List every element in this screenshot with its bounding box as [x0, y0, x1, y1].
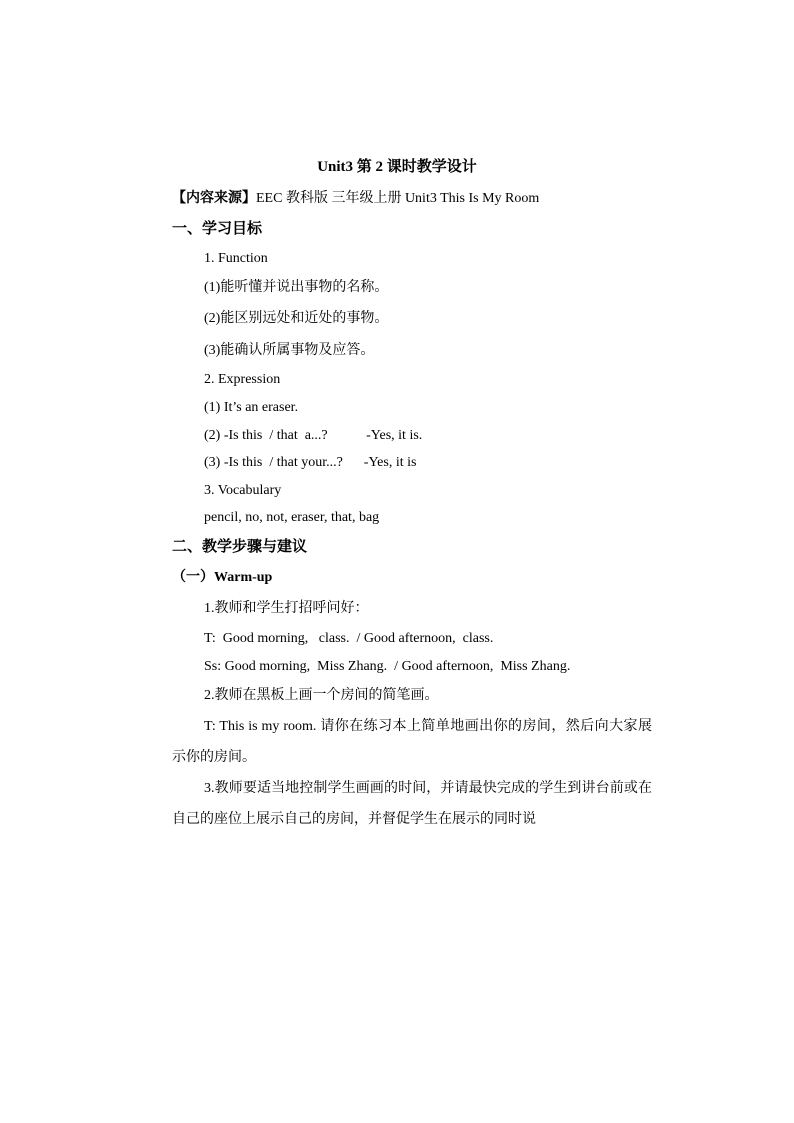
section-heading-steps: 二、教学步骤与建议: [172, 539, 308, 555]
list-item-function: 1. Function: [204, 251, 268, 266]
section-heading-objectives: 一、学习目标: [172, 221, 263, 237]
list-item-expression-2: (2) -Is this / that a...? -Yes, it is.: [204, 428, 423, 443]
sub-heading-warmup: （一）Warm-up: [172, 570, 273, 585]
list-item-expression: 2. Expression: [204, 372, 281, 387]
content-source-line: [172, 189, 539, 209]
content-source-label: 【内容来源】: [172, 191, 256, 206]
step-item-1: 1.教师和学生打招呼问好：: [204, 601, 369, 616]
paragraph-draw-room: T: This is my room. 请你在练习本上简单地画出你的房间，然后向大家展示你的房间。: [172, 719, 652, 765]
list-item-expression-3: (3) -Is this / that your...? -Yes, it is: [204, 455, 417, 470]
list-item-expression-1: (1) It’s an eraser.: [204, 400, 299, 415]
list-item-function-1: (1)能听懂并说出事物的名称。: [204, 280, 389, 295]
document-title: Unit3 第 2 课时教学设计: [317, 159, 477, 175]
list-item-vocabulary: 3. Vocabulary: [204, 483, 282, 498]
list-item-vocabulary-words: pencil, no, not, eraser, that, bag: [204, 510, 380, 525]
step-item-2: 2.教师在黑板上画一个房间的简笔画。: [204, 688, 439, 703]
content-source-text: EEC 教科版 三年级上册 Unit3 This Is My Room: [256, 191, 540, 206]
list-item-function-3: (3)能确认所属事物及应答。: [204, 343, 375, 358]
list-item-function-2: (2)能区别远处和近处的事物。: [204, 311, 389, 326]
paragraph-step-3: 3.教师要适当地控制学生画画的时间，并请最快完成的学生到讲台前或在自己的座位上展示自己的房间，并督促学生在展示的同时说: [172, 781, 652, 827]
step-item-students-greeting: Ss: Good morning, Miss Zhang. / Good afternoon, Miss Zhang.: [204, 659, 571, 674]
step-item-teacher-greeting: T: Good morning, class. / Good afternoon, class.: [204, 631, 494, 646]
